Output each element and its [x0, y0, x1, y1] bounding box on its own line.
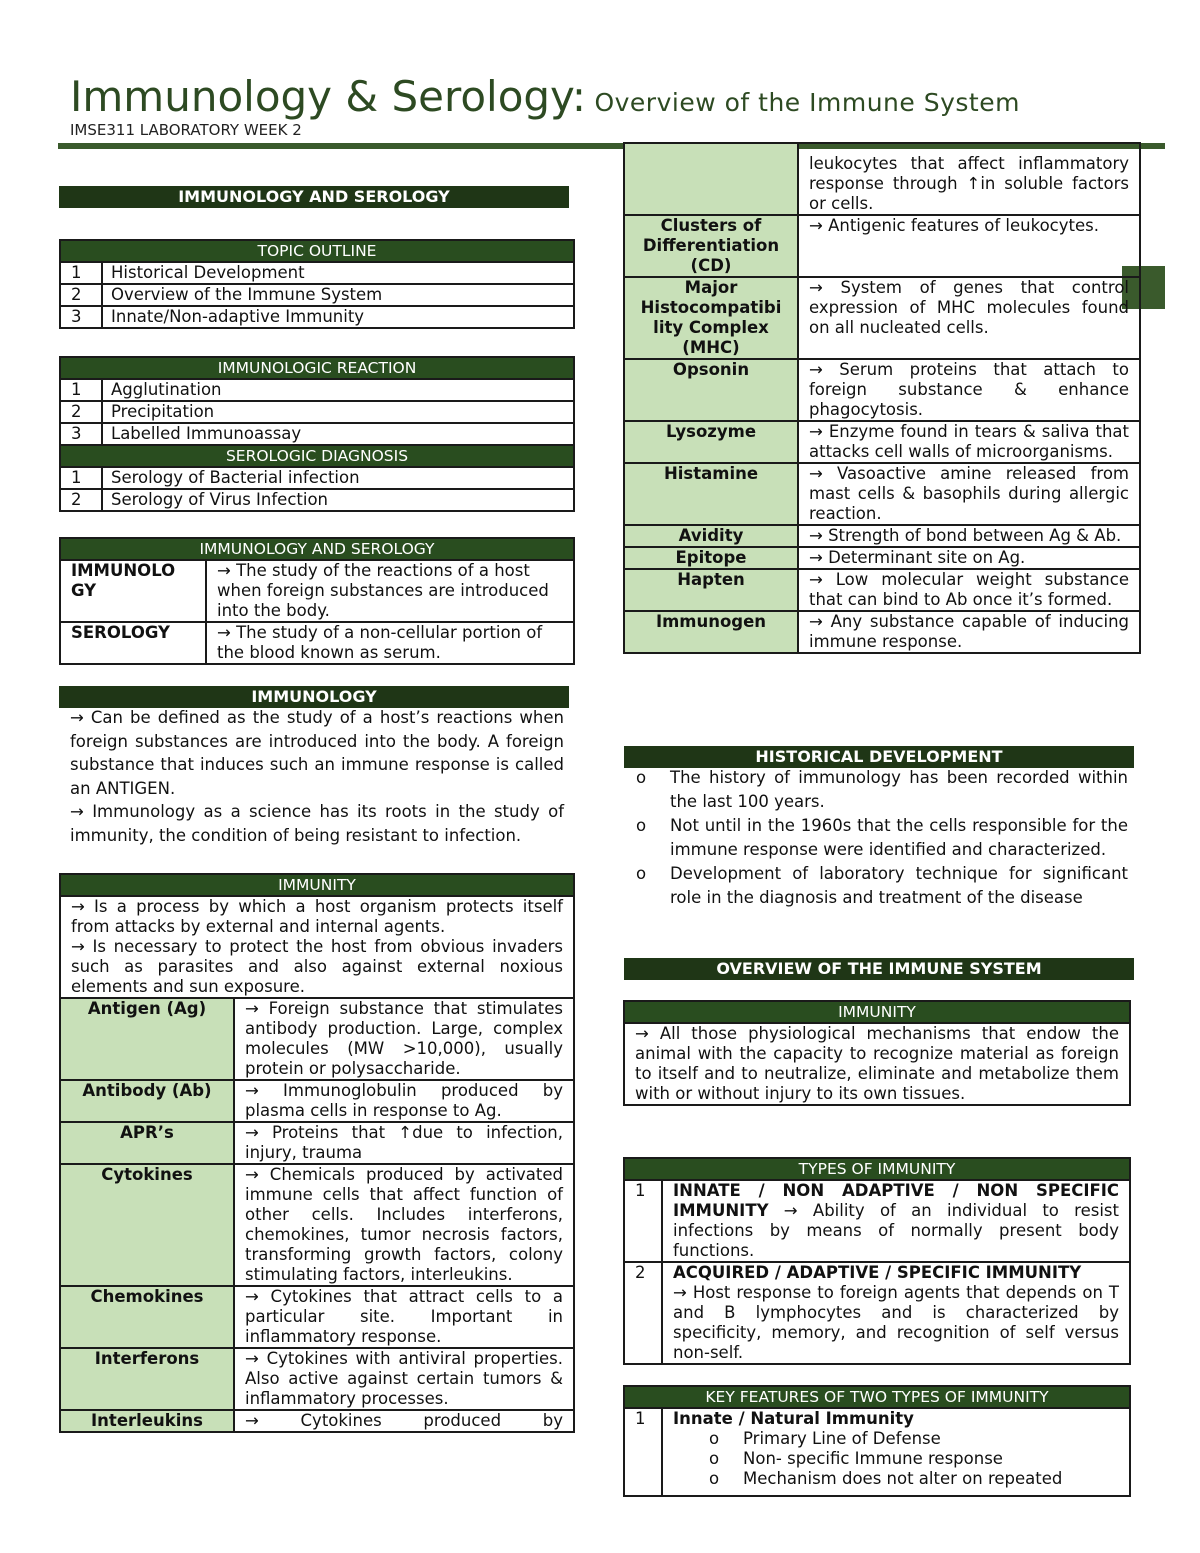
row-number: 1: [60, 467, 102, 489]
immunity-terms-table: [59, 873, 575, 1433]
table-row: [60, 1080, 574, 1122]
list-item: [673, 1429, 1129, 1449]
table-row: [60, 379, 574, 401]
definition: → The study of a non-cellular portion of the blood known as serum.: [206, 622, 574, 664]
definition: → System of genes that control expression of MHC molecules found on all nucleated cells.: [798, 277, 1140, 359]
table-row: [624, 1408, 1130, 1496]
immunity-intro-2: → Is necessary to protect the host from obvious invaders such as parasites and also against external noxious elements and sun exposure.: [71, 937, 563, 996]
term-immunogen: Immunogen: [624, 611, 798, 653]
term-lysozyme: Lysozyme: [624, 421, 798, 463]
bullet-icon: o: [636, 864, 647, 883]
list-item: [624, 862, 1128, 910]
term-chemokines: Chemokines: [60, 1286, 234, 1348]
type-title: INNATE / NON ADAPTIVE / NON SPECIFIC IMMUNITY: [673, 1181, 1119, 1220]
term-aprs: APR’s: [60, 1122, 234, 1164]
term-antigen: Antigen (Ag): [60, 998, 234, 1080]
definition: → Immunoglobulin produced by plasma cells in response to Ag.: [234, 1080, 574, 1122]
definition: → Strength of bond between Ag & Ab.: [798, 525, 1140, 547]
immunologic-reaction-table: [59, 356, 575, 512]
row-text: Serology of Bacterial infection: [102, 467, 574, 489]
list-item-text: Primary Line of Defense: [743, 1429, 941, 1448]
bullet-icon: o: [709, 1429, 720, 1448]
list-item: [673, 1449, 1129, 1469]
table-row: [60, 262, 574, 284]
list-item: [673, 1469, 1129, 1489]
table-row: [624, 277, 1140, 359]
list-item: [624, 814, 1128, 862]
row-text: Serology of Virus Infection: [102, 489, 574, 511]
definition: → Serum proteins that attach to foreign substance & enhance phagocytosis.: [798, 359, 1140, 421]
definition: → Proteins that ↑due to infection, injury, trauma: [234, 1122, 574, 1164]
term-cytokines: Cytokines: [60, 1164, 234, 1286]
table-row: [624, 525, 1140, 547]
types-header: TYPES OF IMMUNITY: [624, 1158, 1130, 1180]
list-item-text: Development of laboratory technique for significant role in the diagnosis and treatment of the disease: [670, 864, 1128, 907]
row-text: Agglutination: [102, 379, 574, 401]
definition: → Cytokines with antiviral properties. Also active against certain tumors & inflammatory processes.: [234, 1348, 574, 1410]
definition: → Low molecular weight substance that can bind to Ab once it’s formed.: [798, 569, 1140, 611]
table-row: [60, 1286, 574, 1348]
row-text: Labelled Immunoassay: [102, 423, 574, 445]
list-item-text: Non- specific Immune response: [743, 1449, 1003, 1468]
definition: leukocytes that affect inflammatory response through ↑in soluble factors or cells.: [798, 143, 1140, 215]
row-number: 2: [60, 284, 102, 306]
row-number: 1: [60, 379, 102, 401]
table-row: [60, 998, 574, 1080]
topic-outline-header: TOPIC OUTLINE: [60, 240, 574, 262]
type-acquired: [662, 1262, 1130, 1364]
definition: → Determinant site on Ag.: [798, 547, 1140, 569]
row-text: Overview of the Immune System: [102, 284, 574, 306]
term-continued: [624, 143, 798, 215]
immunology-and-serology-table: [59, 537, 575, 665]
row-text: Innate/Non-adaptive Immunity: [102, 306, 574, 328]
key-features-header: KEY FEATURES OF TWO TYPES OF IMMUNITY: [624, 1386, 1130, 1408]
table-row: [624, 421, 1140, 463]
terms-table: [623, 142, 1141, 654]
definition: → Enzyme found in tears & saliva that attacks cell walls of microorganisms.: [798, 421, 1140, 463]
bullet-icon: o: [636, 816, 647, 835]
type-text: → Ability of an individual to resist infections by means of normally present body functions.: [673, 1201, 1119, 1260]
page-title: [70, 72, 1020, 121]
table-row: [60, 1122, 574, 1164]
key-features-list: [673, 1429, 1129, 1489]
title-main: Immunology & Serology:: [70, 72, 586, 121]
table-row: [60, 560, 574, 622]
row-number: 3: [60, 423, 102, 445]
immunology-paragraph-2: → Immunology as a science has its roots in the study of immunity, the condition of being resistant to infection.: [70, 802, 564, 845]
serologic-diagnosis-header: SEROLOGIC DIAGNOSIS: [60, 445, 574, 467]
definition: → Cytokines produced by: [234, 1410, 574, 1432]
type-innate: [662, 1180, 1130, 1262]
key-features-title: Innate / Natural Immunity: [673, 1409, 914, 1428]
term-opsonin: Opsonin: [624, 359, 798, 421]
term-avidity: Avidity: [624, 525, 798, 547]
table-row: [624, 611, 1140, 653]
table-row: [624, 1262, 1130, 1364]
definition: → Vasoactive amine released from mast cells & basophils during allergic reaction.: [798, 463, 1140, 525]
immunity2-text: → All those physiological mechanisms that endow the animal with the capacity to recognize material as foreign to itself and to neutralize, eliminate and metabolize them with or without injury to its own tissues.: [624, 1023, 1130, 1105]
term-epitope: Epitope: [624, 547, 798, 569]
list-item: [624, 766, 1128, 814]
table-row: [60, 306, 574, 328]
immunity-intro-1: → Is a process by which a host organism protects itself from attacks by external and internal agents.: [71, 897, 563, 936]
table-row: [60, 401, 574, 423]
bullet-icon: o: [709, 1469, 720, 1488]
table-row: [624, 1180, 1130, 1262]
table-row: [60, 467, 574, 489]
historical-list: [624, 766, 1128, 910]
definition: → Antigenic features of leukocytes.: [798, 215, 1140, 277]
table-row: [624, 569, 1140, 611]
term-serology: SEROLOGY: [60, 622, 206, 664]
term-interferons: Interferons: [60, 1348, 234, 1410]
section-bar-overview: OVERVIEW OF THE IMMUNE SYSTEM: [624, 958, 1134, 980]
row-text: Historical Development: [102, 262, 574, 284]
section-bar-immunology-and-serology: IMMUNOLOGY AND SEROLOGY: [59, 186, 569, 208]
immunity-definition-table: [623, 1000, 1131, 1106]
row-number: 1: [60, 262, 102, 284]
topic-outline-table: [59, 239, 575, 329]
immunologic-reaction-header: IMMUNOLOGIC REACTION: [60, 357, 574, 379]
table-row: [60, 489, 574, 511]
definition: → The study of the reactions of a host when foreign substances are introduced into the body.: [206, 560, 574, 622]
table-row: [60, 622, 574, 664]
types-of-immunity-table: [623, 1157, 1131, 1365]
row-number: 3: [60, 306, 102, 328]
key-features-table: [623, 1385, 1131, 1497]
immunity2-header: IMMUNITY: [624, 1001, 1130, 1023]
definition: → Foreign substance that stimulates antibody production. Large, complex molecules (MW >10,000), usually protein or polysaccharide.: [234, 998, 574, 1080]
row-text: Precipitation: [102, 401, 574, 423]
table-row: [624, 547, 1140, 569]
immunity-intro: [60, 896, 574, 998]
type-title: ACQUIRED / ADAPTIVE / SPECIFIC IMMUNITY: [673, 1263, 1082, 1282]
term-mhc: Major Histocompatibi lity Complex (MHC): [624, 277, 798, 359]
definition: → Cytokines that attract cells to a particular site. Important in inflammatory response.: [234, 1286, 574, 1348]
list-item-text: The history of immunology has been recorded within the last 100 years.: [670, 768, 1128, 811]
table-row: [624, 359, 1140, 421]
table-row: [60, 1348, 574, 1410]
term-hapten: Hapten: [624, 569, 798, 611]
table-row: [624, 215, 1140, 277]
key-features-content: [662, 1408, 1130, 1496]
row-number: 2: [60, 489, 102, 511]
table-row: [624, 463, 1140, 525]
imm-ser-table-header: IMMUNOLOGY AND SEROLOGY: [60, 538, 574, 560]
table-row: [60, 1410, 574, 1432]
immunology-paragraph-1: → Can be defined as the study of a host’s reactions when foreign substances are introduced into the body. A foreign substance that induces such an immune response is called an ANTIGEN.: [70, 708, 564, 798]
list-item-text: Mechanism does not alter on repeated: [743, 1469, 1063, 1488]
definition: → Chemicals produced by activated immune cells that affect function of other cells. Includes interferons, chemokines, tumor necrosis factors, transforming growth factors, colony stimulating factors, interleukins.: [234, 1164, 574, 1286]
table-row: [60, 423, 574, 445]
definition: → Any substance capable of inducing immune response.: [798, 611, 1140, 653]
immunity-table-header: IMMUNITY: [60, 874, 574, 896]
term-immunology: IMMUNOLO GY: [60, 560, 206, 622]
table-row: [60, 1164, 574, 1286]
term-interleukins: Interleukins: [60, 1410, 234, 1432]
type-text: → Host response to foreign agents that depends on T and B lymphocytes and is characterized by specificity, memory, and recognition of self versus non-self.: [673, 1283, 1119, 1362]
row-number: 1: [624, 1180, 662, 1262]
page-subtitle: IMSE311 LABORATORY WEEK 2: [70, 121, 302, 139]
term-antibody: Antibody (Ab): [60, 1080, 234, 1122]
row-number: 2: [624, 1262, 662, 1364]
section-bar-historical-development: HISTORICAL DEVELOPMENT: [624, 746, 1134, 768]
table-row: [624, 143, 1140, 215]
list-item-text: Not until in the 1960s that the cells responsible for the immune response were identified and characterized.: [670, 816, 1128, 859]
row-number: 1: [624, 1408, 662, 1496]
title-sub: Overview of the Immune System: [586, 88, 1020, 117]
term-cd: Clusters of Differentiation (CD): [624, 215, 798, 277]
bullet-icon: o: [636, 768, 647, 787]
term-histamine: Histamine: [624, 463, 798, 525]
section-bar-immunology: IMMUNOLOGY: [59, 686, 569, 708]
table-row: [60, 284, 574, 306]
row-number: 2: [60, 401, 102, 423]
bullet-icon: o: [709, 1449, 720, 1468]
